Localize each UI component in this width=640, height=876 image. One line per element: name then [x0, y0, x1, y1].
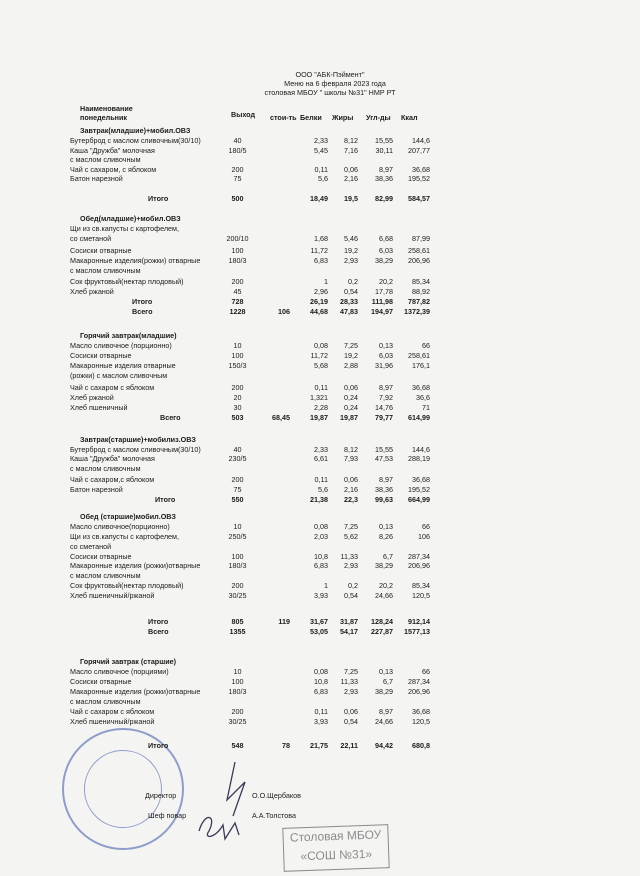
menu-item-name: Сосиски отварные — [70, 351, 132, 360]
menu-item-protein: 6,83 — [314, 256, 328, 265]
total-carbs: 82,99 — [375, 194, 393, 203]
director-label: Директор — [145, 791, 177, 800]
menu-item-protein: 0,08 — [314, 667, 328, 676]
menu-item-fat: 2,93 — [344, 256, 358, 265]
menu-item-protein: 0,11 — [314, 707, 328, 716]
menu-item-carbs: 8,97 — [379, 475, 393, 484]
menu-item-kcal: 258,61 — [408, 351, 430, 360]
menu-item-name: Макаронные изделия (рожки)отварные — [70, 561, 201, 570]
menu-item-kcal: 36,68 — [412, 475, 430, 484]
menu-item-kcal: 106 — [418, 532, 430, 541]
menu-item-protein: 2,96 — [314, 287, 328, 296]
total-output: 728 — [231, 297, 244, 306]
menu-item-fat: 7,25 — [344, 341, 358, 350]
col-fat-header: Жиры — [332, 113, 354, 122]
menu-item-kcal: 176,1 — [412, 361, 430, 370]
menu-item-name: Макаронные изделия (рожки)отварные — [70, 687, 201, 696]
total-kcal: 614,99 — [408, 413, 430, 422]
menu-item-name: Чай с сахаром, с яблоком — [70, 165, 157, 174]
total-carbs: 94,42 — [375, 741, 393, 750]
menu-item-carbs: 6,7 — [383, 677, 393, 686]
menu-item-fat: 5,46 — [344, 234, 358, 243]
menu-item-kcal: 36,6 — [416, 393, 430, 402]
menu-item-protein: 0,11 — [314, 383, 328, 392]
total-carbs: 79,77 — [375, 413, 393, 422]
total-kcal: 1577,13 — [404, 627, 430, 636]
menu-item-name: с маслом сливочным — [70, 464, 141, 473]
menu-item-carbs: 24,66 — [375, 717, 393, 726]
total-fat: 28,33 — [340, 297, 358, 306]
menu-item-name: Щи из св.капусты с картофелем, — [70, 224, 179, 233]
menu-item-kcal: 66 — [422, 341, 430, 350]
menu-item-fat: 0,54 — [344, 287, 358, 296]
total-kcal: 680,8 — [412, 741, 430, 750]
menu-item-name: Сок фруктовый(нектар плодовый) — [70, 277, 184, 286]
menu-item-carbs: 38,36 — [375, 174, 393, 183]
menu-item-carbs: 38,36 — [375, 485, 393, 494]
total-label: Итого — [155, 495, 176, 504]
menu-item-kcal: 206,96 — [408, 687, 430, 696]
menu-item-name: Батон нарезной — [70, 485, 123, 494]
menu-item-kcal: 195,52 — [408, 174, 430, 183]
menu-item-output: 100 — [231, 351, 244, 360]
menu-item-name: Чай с сахаром,с яблоком — [70, 475, 155, 484]
menu-item-output: 180/3 — [228, 687, 247, 696]
canteen-stamp — [282, 824, 389, 872]
total-carbs: 111,98 — [371, 297, 393, 306]
menu-item-protein: 5,45 — [314, 146, 328, 155]
section-title: Обед(младшие)+мобил.ОВЗ — [80, 214, 181, 223]
menu-item-protein: 6,61 — [314, 454, 328, 463]
menu-item-kcal: 287,34 — [408, 552, 430, 561]
menu-item-fat: 2,16 — [344, 174, 358, 183]
menu-item-protein: 1 — [324, 277, 328, 286]
menu-item-carbs: 14,76 — [375, 403, 393, 412]
menu-item-carbs: 0,13 — [379, 522, 393, 531]
menu-item-protein: 1,321 — [310, 393, 328, 402]
menu-item-output: 200 — [231, 707, 244, 716]
total-kcal: 1372,39 — [404, 307, 430, 316]
menu-item-kcal: 71 — [422, 403, 430, 412]
menu-item-fat: 0,06 — [344, 165, 358, 174]
grand-total-label: Всего — [148, 627, 169, 636]
school-name: столовая МБОУ " школы №31" НМР РТ — [264, 88, 396, 97]
menu-item-output: 100 — [231, 677, 244, 686]
total-output: 503 — [231, 413, 244, 422]
menu-item-protein: 10,8 — [314, 677, 328, 686]
menu-item-protein: 0,11 — [314, 165, 328, 174]
menu-item-output: 150/3 — [228, 361, 247, 370]
menu-item-output: 180/3 — [228, 256, 247, 265]
menu-item-carbs: 8,97 — [379, 707, 393, 716]
menu-item-output: 30/25 — [228, 717, 247, 726]
total-label: Итого — [148, 741, 169, 750]
total-carbs: 194,97 — [371, 307, 393, 316]
menu-item-output: 200 — [231, 581, 244, 590]
section-title: Завтрак(младшие)+мобил.ОВЗ — [80, 126, 191, 135]
menu-item-kcal: 85,34 — [412, 581, 430, 590]
menu-item-protein: 2,03 — [314, 532, 328, 541]
col-day-header: понедельник — [80, 113, 127, 122]
total-output: 548 — [231, 741, 244, 750]
menu-item-output: 75 — [233, 174, 242, 183]
total-protein: 18,49 — [310, 194, 328, 203]
menu-item-fat: 7,16 — [344, 146, 358, 155]
total-protein: 21,38 — [310, 495, 328, 504]
menu-item-protein: 3,93 — [314, 717, 328, 726]
menu-item-name: Батон нарезной — [70, 174, 123, 183]
chef-label: Шеф повар — [148, 811, 187, 820]
menu-item-fat: 7,25 — [344, 522, 358, 531]
total-fat: 22,3 — [344, 495, 358, 504]
section-title: Горячий завтрак (старшие) — [80, 657, 177, 666]
menu-item-carbs: 17,78 — [375, 287, 393, 296]
menu-item-fat: 0,54 — [344, 591, 358, 600]
total-cost: 106 — [278, 307, 290, 316]
menu-item-output: 200 — [231, 383, 244, 392]
total-output: 1355 — [229, 627, 246, 636]
total-kcal: 664,99 — [408, 495, 430, 504]
menu-item-protein: 0,08 — [314, 341, 328, 350]
menu-item-carbs: 0,13 — [379, 667, 393, 676]
total-carbs: 128,24 — [371, 617, 393, 626]
menu-item-output: 10 — [233, 522, 242, 531]
menu-item-fat: 7,25 — [344, 667, 358, 676]
menu-item-output: 20 — [233, 393, 242, 402]
menu-item-fat: 0,2 — [348, 581, 358, 590]
menu-item-output: 30 — [233, 403, 242, 412]
menu-item-kcal: 120,5 — [412, 717, 430, 726]
total-fat: 47,83 — [340, 307, 358, 316]
menu-item-name: со сметаной — [70, 234, 112, 243]
menu-item-output: 10 — [233, 341, 242, 350]
total-fat: 54,17 — [340, 627, 358, 636]
menu-item-kcal: 195,52 — [408, 485, 430, 494]
chef-signature — [195, 805, 255, 845]
chef-name: А.А.Толстова — [252, 811, 296, 820]
menu-item-name: Хлеб пшеничный/ржаной — [70, 717, 155, 726]
menu-item-name: Сосиски отварные — [70, 677, 132, 686]
col-output-header: Выход — [231, 110, 256, 119]
menu-item-kcal: 85,34 — [412, 277, 430, 286]
menu-item-fat: 19,2 — [344, 351, 358, 360]
menu-item-carbs: 47,53 — [375, 454, 393, 463]
menu-item-name: Бутерброд с маслом сливочным(30/10) — [70, 445, 201, 454]
menu-item-fat: 0,2 — [348, 277, 358, 286]
total-protein: 26,19 — [310, 297, 328, 306]
menu-item-fat: 11,33 — [340, 552, 358, 561]
menu-item-carbs: 8,97 — [379, 165, 393, 174]
total-carbs: 99,63 — [375, 495, 393, 504]
menu-item-protein: 11,72 — [310, 351, 328, 360]
menu-item-name: Хлеб пшеничный — [70, 403, 128, 412]
menu-item-kcal: 88,92 — [412, 287, 430, 296]
menu-item-name: Хлеб ржаной — [70, 393, 114, 402]
total-protein: 19,87 — [310, 413, 328, 422]
menu-item-carbs: 6,03 — [379, 351, 393, 360]
section-title: Обед (старшие)мобил.ОВЗ — [80, 512, 176, 521]
menu-item-output: 180/3 — [228, 561, 247, 570]
menu-item-output: 250/5 — [228, 532, 247, 541]
menu-item-carbs: 24,66 — [375, 591, 393, 600]
menu-item-fat: 5,62 — [344, 532, 358, 541]
menu-item-output: 200/10 — [226, 234, 249, 243]
menu-item-protein: 1 — [324, 581, 328, 590]
menu-item-name: Масло сливочное (порциями) — [70, 667, 169, 676]
menu-item-output: 10 — [233, 667, 242, 676]
menu-item-fat: 7,93 — [344, 454, 358, 463]
menu-item-protein: 6,83 — [314, 561, 328, 570]
menu-item-fat: 19,2 — [344, 246, 358, 255]
menu-item-fat: 11,33 — [340, 677, 358, 686]
menu-item-name: Макаронные изделия(рожки) отварные — [70, 256, 201, 265]
col-cost-header: стои-ть — [270, 113, 297, 122]
menu-item-output: 200 — [231, 277, 244, 286]
menu-item-name: (рожки) с маслом сливочным — [70, 371, 168, 380]
menu-item-protein: 0,11 — [314, 475, 328, 484]
total-fat: 31,87 — [340, 617, 358, 626]
col-kcal-header: Ккал — [401, 113, 418, 122]
menu-item-protein: 5,6 — [318, 174, 328, 183]
menu-item-output: 45 — [233, 287, 242, 296]
menu-item-name: с маслом сливочным — [70, 697, 141, 706]
menu-item-carbs: 38,29 — [375, 561, 393, 570]
total-protein: 53,05 — [310, 627, 328, 636]
menu-item-name: с маслом сливочным — [70, 155, 141, 164]
menu-item-name: Щи из св.капусты с картофелем, — [70, 532, 179, 541]
menu-item-output: 100 — [231, 246, 244, 255]
menu-item-protein: 6,83 — [314, 687, 328, 696]
menu-item-carbs: 7,92 — [379, 393, 393, 402]
menu-item-carbs: 20,2 — [379, 581, 393, 590]
menu-item-fat: 2,93 — [344, 561, 358, 570]
stamp-line-2: «СОШ №31» — [300, 846, 373, 864]
menu-item-protein: 10,8 — [314, 552, 328, 561]
menu-item-output: 100 — [231, 552, 244, 561]
menu-item-kcal: 287,34 — [408, 677, 430, 686]
menu-item-carbs: 0,13 — [379, 341, 393, 350]
total-protein: 31,67 — [310, 617, 328, 626]
menu-item-carbs: 20,2 — [379, 277, 393, 286]
menu-item-kcal: 36,68 — [412, 165, 430, 174]
menu-item-kcal: 66 — [422, 522, 430, 531]
menu-item-name: Чай с сахаром с яблоком — [70, 707, 155, 716]
menu-item-carbs: 30,11 — [375, 146, 393, 155]
menu-item-kcal: 120,5 — [412, 591, 430, 600]
total-fat: 19,5 — [344, 194, 358, 203]
menu-item-protein: 11,72 — [310, 246, 328, 255]
org-name: ООО "АБК-Пэймент" — [295, 70, 365, 79]
menu-item-protein: 2,28 — [314, 403, 328, 412]
menu-item-fat: 0,06 — [344, 383, 358, 392]
menu-item-output: 200 — [231, 165, 244, 174]
total-output: 805 — [231, 617, 244, 626]
menu-item-protein: 3,93 — [314, 591, 328, 600]
menu-item-protein: 0,08 — [314, 522, 328, 531]
total-label: Итого — [132, 297, 153, 306]
menu-item-kcal: 144,6 — [412, 445, 430, 454]
menu-item-name: Сок фруктовый(нектар плодовый) — [70, 581, 184, 590]
menu-item-fat: 2,88 — [344, 361, 358, 370]
menu-item-output: 40 — [233, 445, 242, 454]
menu-item-output: 200 — [231, 475, 244, 484]
menu-item-kcal: 206,96 — [408, 256, 430, 265]
total-output: 1228 — [229, 307, 246, 316]
menu-item-fat: 8,12 — [344, 445, 358, 454]
total-label: Итого — [148, 194, 169, 203]
menu-item-kcal: 66 — [422, 667, 430, 676]
menu-item-kcal: 144,6 — [412, 136, 430, 145]
menu-item-name: Хлеб ржаной — [70, 287, 114, 296]
col-protein-header: Белки — [300, 113, 322, 122]
grand-total-label: Всего — [132, 307, 153, 316]
section-title: Завтрак(старшие)+мобилиз.ОВЗ — [80, 435, 196, 444]
menu-item-fat: 2,93 — [344, 687, 358, 696]
menu-item-fat: 0,24 — [344, 403, 358, 412]
menu-item-kcal: 258,61 — [408, 246, 430, 255]
menu-item-kcal: 87,99 — [412, 234, 430, 243]
total-fat: 19,87 — [340, 413, 358, 422]
total-output: 500 — [231, 194, 244, 203]
total-kcal: 584,57 — [408, 194, 430, 203]
col-name-header: Наименование — [80, 104, 133, 113]
menu-item-protein: 1,68 — [314, 234, 328, 243]
menu-item-kcal: 206,96 — [408, 561, 430, 570]
menu-item-protein: 5,6 — [318, 485, 328, 494]
stamp-line-1: Столовая МБОУ — [289, 827, 382, 845]
menu-item-carbs: 15,55 — [375, 136, 393, 145]
menu-item-name: Каша "Дружба" молочная — [70, 146, 155, 155]
menu-item-kcal: 288,19 — [408, 454, 430, 463]
total-protein: 44,68 — [310, 307, 328, 316]
total-kcal: 787,82 — [408, 297, 430, 306]
menu-item-fat: 0,24 — [344, 393, 358, 402]
section-title: Горячий завтрак(младшие) — [80, 331, 177, 340]
total-cost: 68,45 — [272, 413, 290, 422]
menu-item-name: Сосиски отварные — [70, 552, 132, 561]
director-name: О.О.Щербаков — [252, 791, 301, 800]
menu-item-name: с маслом сливочным — [70, 571, 141, 580]
total-fat: 22,11 — [340, 741, 358, 750]
menu-item-output: 180/5 — [228, 146, 247, 155]
menu-item-fat: 0,54 — [344, 717, 358, 726]
total-carbs: 227,87 — [371, 627, 393, 636]
menu-item-fat: 0,06 — [344, 707, 358, 716]
menu-item-protein: 2,33 — [314, 445, 328, 454]
menu-item-kcal: 36,68 — [412, 383, 430, 392]
menu-item-carbs: 38,29 — [375, 687, 393, 696]
menu-item-output: 230/5 — [228, 454, 247, 463]
col-carbs-header: Угл-ды — [366, 113, 391, 122]
menu-item-name: Сосиски отварные — [70, 246, 132, 255]
menu-item-name: с маслом сливочным — [70, 266, 141, 275]
menu-item-fat: 2,16 — [344, 485, 358, 494]
menu-item-carbs: 6,68 — [379, 234, 393, 243]
menu-item-name: Макаронные изделия отварные — [70, 361, 176, 370]
menu-item-name: Хлеб пшеничный/ржаной — [70, 591, 155, 600]
menu-item-name: Масло сливочное(порционно) — [70, 522, 170, 531]
menu-item-kcal: 36,68 — [412, 707, 430, 716]
total-protein: 21,75 — [310, 741, 328, 750]
menu-item-carbs: 8,26 — [379, 532, 393, 541]
menu-item-kcal: 207,77 — [408, 146, 430, 155]
menu-item-protein: 2,33 — [314, 136, 328, 145]
menu-item-fat: 0,06 — [344, 475, 358, 484]
total-kcal: 912,14 — [408, 617, 430, 626]
menu-item-name: Каша "Дружба" молочная — [70, 454, 155, 463]
total-label: Итого — [148, 617, 169, 626]
total-cost: 78 — [282, 741, 290, 750]
menu-item-protein: 5,68 — [314, 361, 328, 370]
menu-item-carbs: 8,97 — [379, 383, 393, 392]
menu-item-output: 40 — [233, 136, 242, 145]
menu-item-output: 75 — [233, 485, 242, 494]
menu-item-name: Бутерброд с маслом сливочным(30/10) — [70, 136, 201, 145]
menu-item-name: Чай с сахаром с яблоком — [70, 383, 155, 392]
menu-item-carbs: 6,03 — [379, 246, 393, 255]
total-cost: 119 — [278, 617, 290, 626]
menu-item-output: 30/25 — [228, 591, 247, 600]
menu-item-carbs: 6,7 — [383, 552, 393, 561]
menu-item-carbs: 38,29 — [375, 256, 393, 265]
menu-item-name: со сметаной — [70, 542, 112, 551]
total-output: 550 — [231, 495, 244, 504]
menu-item-name: Масло сливочное (порционно) — [70, 341, 172, 350]
menu-title: Меню на 6 февраля 2023 года — [284, 79, 386, 88]
menu-item-carbs: 31,96 — [375, 361, 393, 370]
total-label: Всего — [160, 413, 181, 422]
menu-item-carbs: 15,55 — [375, 445, 393, 454]
menu-item-fat: 8,12 — [344, 136, 358, 145]
